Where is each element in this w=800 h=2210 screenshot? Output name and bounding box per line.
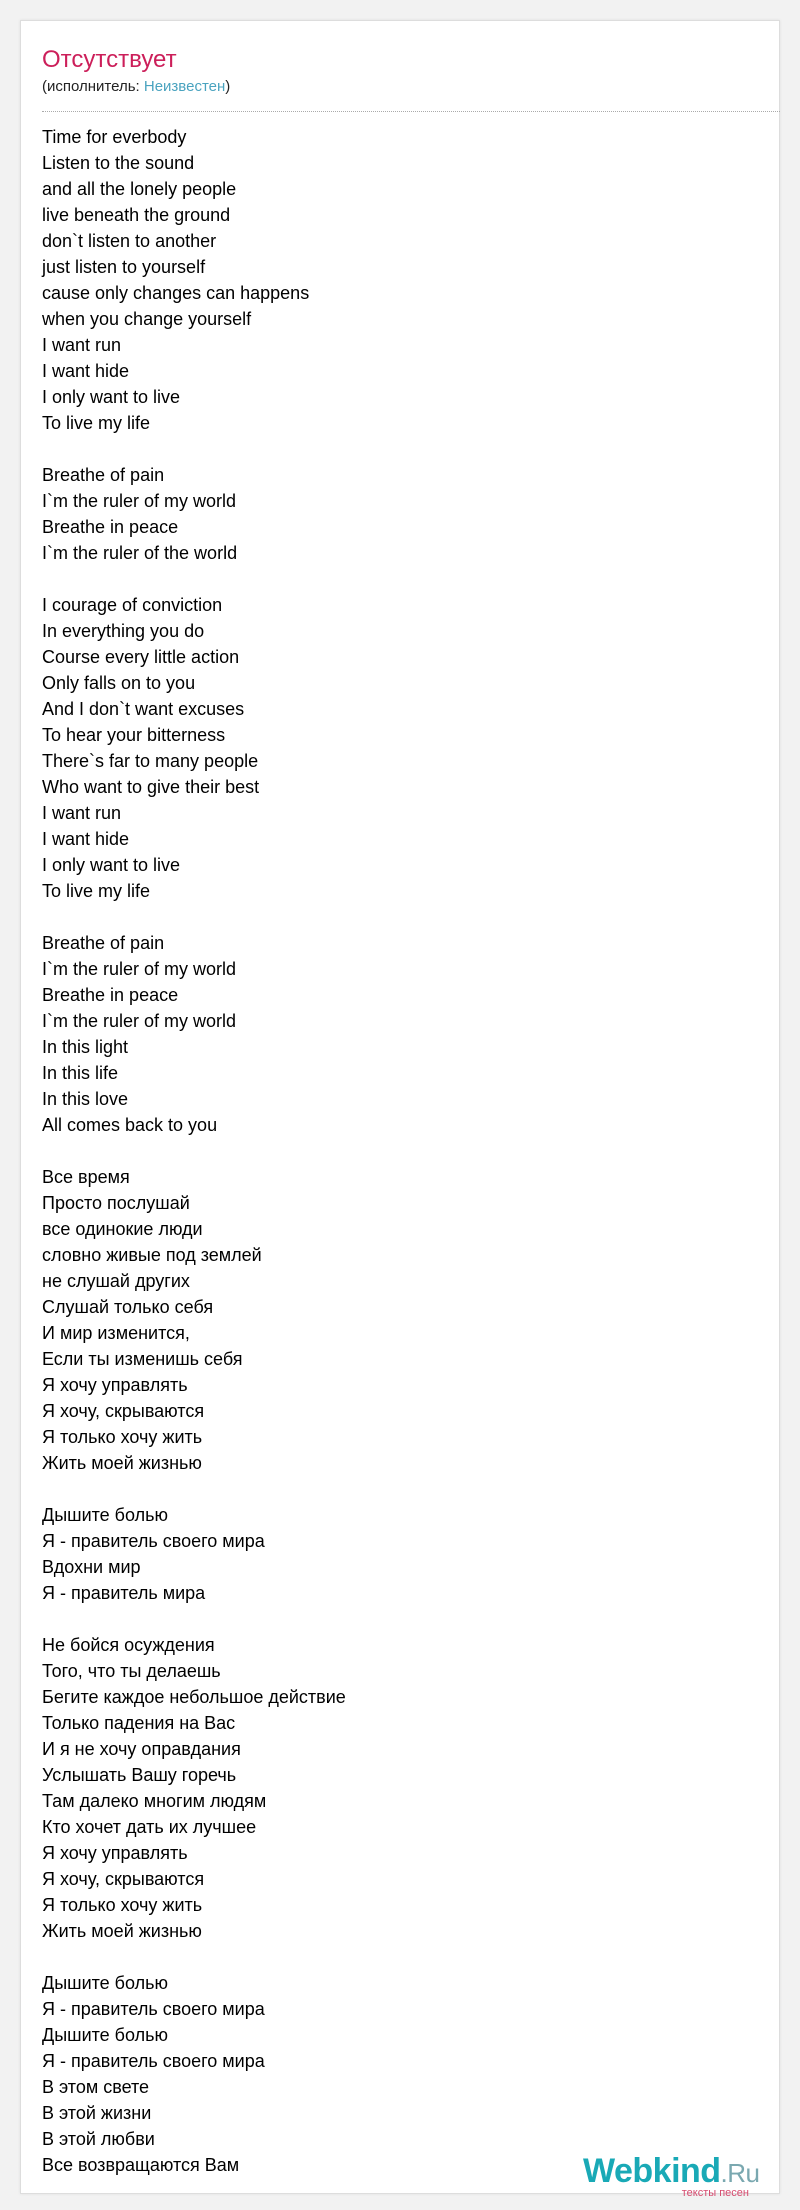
lyrics-line: Breathe in peace — [42, 517, 179, 537]
lyrics-line: To hear your bitterness — [42, 725, 226, 745]
lyrics-line: не слушай других — [42, 1271, 190, 1291]
lyrics-line: Жить моей жизнью — [42, 1453, 202, 1473]
lyrics-line: Вдохни мир — [42, 1557, 141, 1577]
lyrics-line: Не бойся осуждения — [42, 1635, 215, 1655]
lyrics-line: I want hide — [42, 361, 130, 381]
lyrics-line: Того, что ты делаешь — [42, 1661, 221, 1681]
lyrics-line: Все время — [42, 1167, 130, 1187]
lyrics-line: В этой жизни — [42, 2103, 152, 2123]
lyrics-line: все одинокие люди — [42, 1219, 203, 1239]
lyrics-line: There`s far to many people — [42, 751, 259, 771]
lyrics-line: Only falls on to you — [42, 673, 196, 693]
logo-wordmark — [583, 2153, 773, 2191]
lyrics-line: In this life — [42, 1063, 119, 1083]
lyrics-line: To live my life — [42, 413, 151, 433]
lyrics-line: don`t listen to another — [42, 231, 217, 251]
lyrics-line: Breathe of pain — [42, 933, 165, 953]
lyrics-line: Я хочу, скрываются — [42, 1869, 205, 1889]
lyrics-line: I`m the ruler of my world — [42, 1011, 237, 1031]
lyrics-line: I want run — [42, 335, 122, 355]
lyrics-line: Я только хочу жить — [42, 1895, 203, 1915]
lyrics-line: In this light — [42, 1037, 129, 1057]
lyrics-line: Дышите болью — [42, 1505, 168, 1525]
lyrics-blank-line — [42, 904, 758, 930]
lyrics-line: Who want to give their best — [42, 777, 260, 797]
lyrics-blank-line — [42, 566, 758, 592]
lyrics-line: I`m the ruler of my world — [42, 491, 237, 511]
lyrics-line: I only want to live — [42, 387, 181, 407]
lyrics-line: I`m the ruler of my world — [42, 959, 237, 979]
lyrics-line: All comes back to you — [42, 1115, 218, 1135]
lyrics-line: словно живые под землей — [42, 1245, 262, 1265]
lyrics-line: Дышите болью — [42, 2025, 168, 2045]
lyrics-text — [42, 124, 758, 2178]
song-header — [42, 45, 758, 97]
lyrics-line: In everything you do — [42, 621, 205, 641]
lyrics-line: To live my life — [42, 881, 151, 901]
lyrics-line: Time for everbody — [42, 127, 187, 147]
lyrics-line: Я только хочу жить — [42, 1427, 203, 1447]
lyrics-line: Я - правитель своего мира — [42, 2051, 265, 2071]
logo-name: Webkind — [583, 2152, 721, 2190]
lyrics-line: Я - правитель мира — [42, 1583, 206, 1603]
logo-tld: .Ru — [720, 2158, 760, 2188]
lyrics-line: live beneath the ground — [42, 205, 231, 225]
artist-link[interactable]: Неизвестен — [143, 78, 226, 95]
lyrics-blank-line — [42, 436, 758, 462]
lyrics-line: Breathe in peace — [42, 985, 179, 1005]
lyrics-line: I want run — [42, 803, 122, 823]
lyrics-line: Course every little action — [42, 647, 240, 667]
lyrics-line: В этом свете — [42, 2077, 150, 2097]
artist-prefix: (исполнитель: — [42, 78, 144, 95]
lyrics-line: И я не хочу оправдания — [42, 1739, 241, 1759]
artist-suffix: ) — [225, 78, 231, 95]
lyrics-line: Только падения на Вас — [42, 1713, 236, 1733]
lyrics-line: when you change yourself — [42, 309, 252, 329]
lyrics-line: Кто хочет дать их лучшее — [42, 1817, 257, 1837]
lyrics-line: And I don`t want excuses — [42, 699, 245, 719]
lyrics-line: Я - правитель своего мира — [42, 1531, 265, 1551]
lyrics-line: and all the lonely people — [42, 179, 237, 199]
lyrics-line: In this love — [42, 1089, 129, 1109]
lyrics-blank-line — [42, 1606, 758, 1632]
logo-tagline: тексты песен — [681, 2187, 749, 2199]
lyrics-line: Слушай только себя — [42, 1297, 214, 1317]
lyrics-line: Я хочу управлять — [42, 1375, 188, 1395]
lyrics-line: Услышать Вашу горечь — [42, 1765, 237, 1785]
song-title: Отсутствует — [42, 46, 177, 73]
lyrics-line: Breathe of pain — [42, 465, 165, 485]
lyrics-line: Если ты изменишь себя — [42, 1349, 243, 1369]
artist-line — [42, 77, 758, 97]
lyrics-card — [20, 20, 780, 2199]
lyrics-line: I`m the ruler of the world — [42, 543, 238, 563]
lyrics-line: Дышите болью — [42, 1973, 168, 1993]
lyrics-blank-line — [42, 1944, 758, 1970]
lyrics-line: Я хочу управлять — [42, 1843, 188, 1863]
lyrics-line: Бегите каждое небольшое действие — [42, 1687, 346, 1707]
lyrics-line: I courage of conviction — [42, 595, 223, 615]
lyrics-line: И мир изменится, — [42, 1323, 190, 1343]
lyrics-line: cause only changes can happens — [42, 283, 310, 303]
webkind-logo[interactable] — [583, 2153, 773, 2201]
lyrics-line: Listen to the sound — [42, 153, 195, 173]
lyrics-line: Жить моей жизнью — [42, 1921, 202, 1941]
lyrics-line: Я хочу, скрываются — [42, 1401, 205, 1421]
lyrics-line: Там далеко многим людям — [42, 1791, 267, 1811]
lyrics-line: Я - правитель своего мира — [42, 1999, 265, 2019]
lyrics-blank-line — [42, 1138, 758, 1164]
lyrics-line: Все возвращаются Вам — [42, 2155, 240, 2175]
lyrics-blank-line — [42, 1476, 758, 1502]
lyrics-line: I only want to live — [42, 855, 181, 875]
lyrics-line: В этой любви — [42, 2129, 155, 2149]
header-divider — [42, 111, 780, 112]
lyrics-line: just listen to yourself — [42, 257, 206, 277]
lyrics-line: I want hide — [42, 829, 130, 849]
lyrics-line: Просто послушай — [42, 1193, 190, 1213]
